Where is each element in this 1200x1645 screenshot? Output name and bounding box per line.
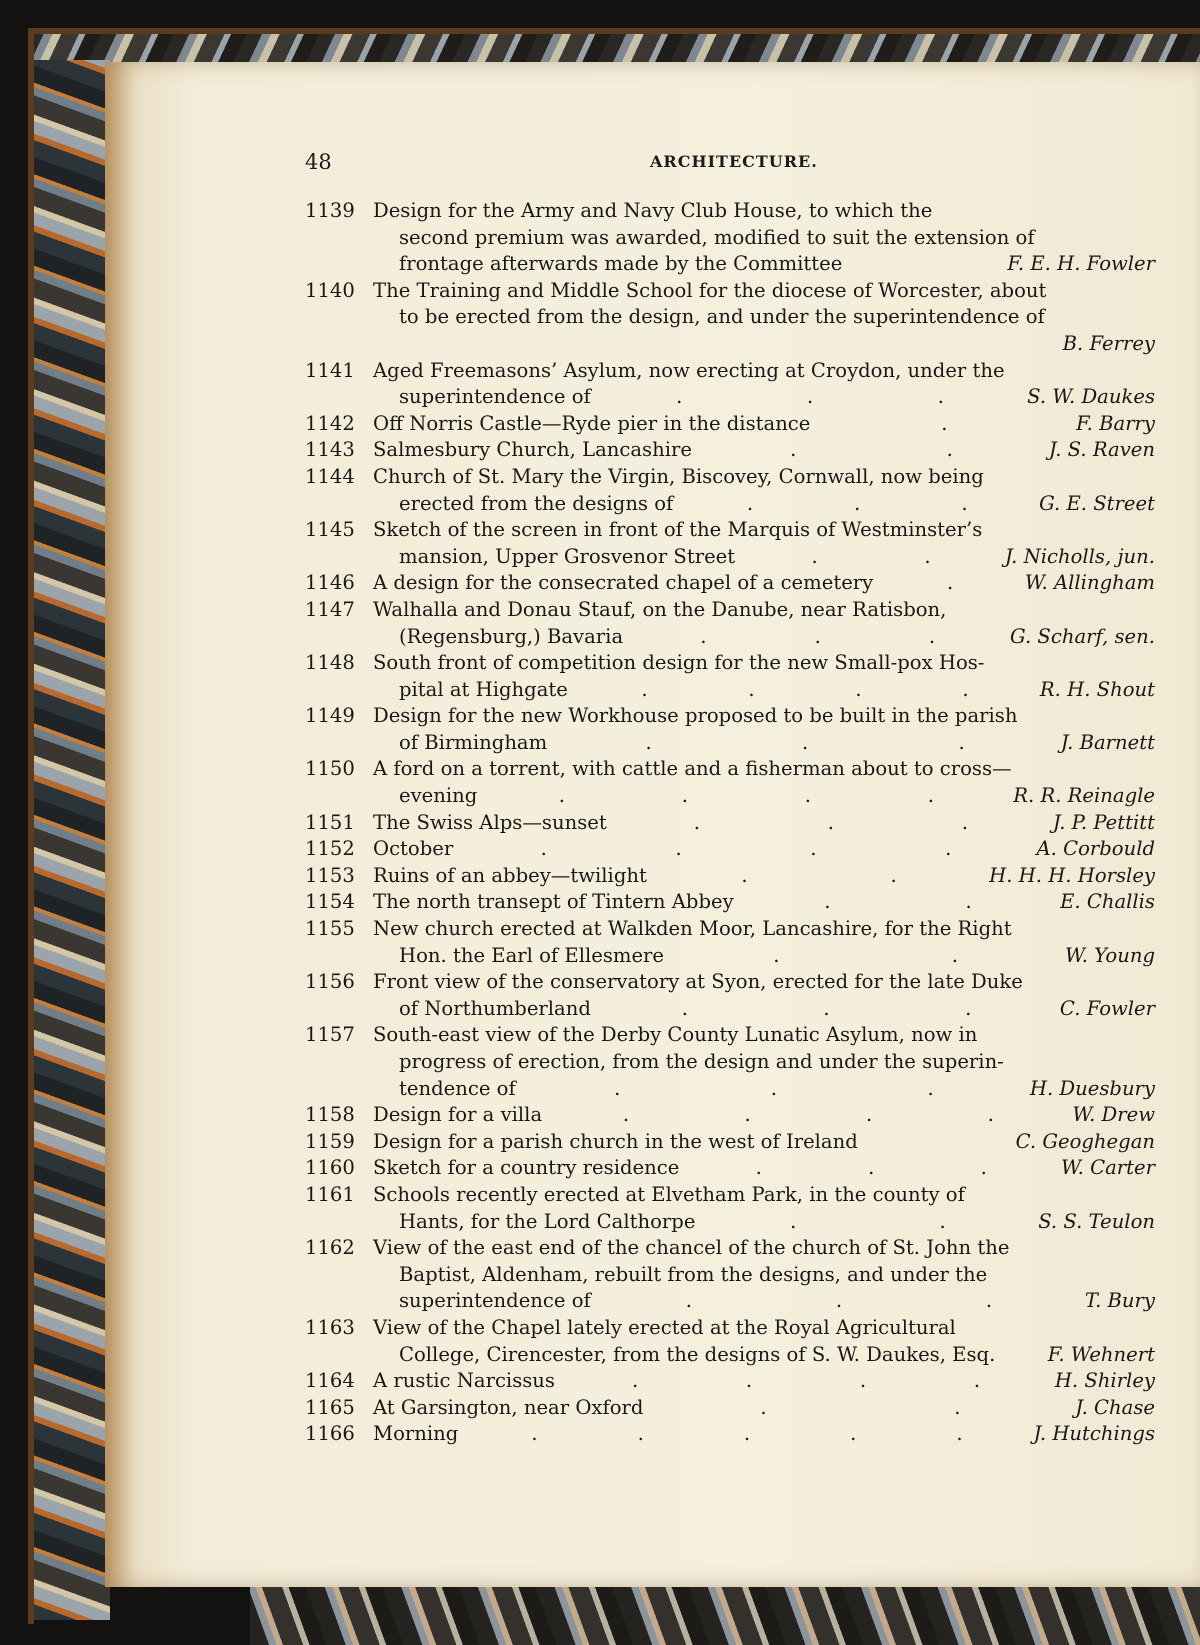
leader-dot: . (823, 996, 830, 1020)
leader-dot: . (637, 1422, 644, 1446)
entry-number: 1151 (305, 810, 355, 834)
leader-dot: . (681, 996, 688, 1020)
entry-text-line: The north transept of Tintern Abbey (373, 890, 734, 914)
artist-name: W. Drew (1072, 1103, 1155, 1127)
entry-description (373, 1022, 1155, 1102)
entry-text-line: Hon. the Earl of Ellesmere (399, 943, 665, 967)
entry-last-line (373, 1288, 1155, 1315)
dot-leader (873, 570, 1025, 597)
dot-leader (695, 1209, 1038, 1236)
entry-last-line (373, 1076, 1155, 1103)
entry-description (373, 517, 1155, 570)
dot-leader (858, 1129, 1016, 1156)
artist-name: G. E. Street (1039, 491, 1155, 515)
entry-last-line (373, 570, 1155, 597)
leader-dot: . (641, 677, 648, 701)
artist-name: J. S. Raven (1048, 438, 1155, 462)
entry-text-line: South front of competition design for the new Small-pox Hos- (373, 651, 985, 675)
entry-last-line (373, 996, 1155, 1023)
catalogue-entry (305, 756, 1155, 809)
artist-name: R. R. Reinagle (1013, 784, 1155, 808)
entry-text-line: The Swiss Alps—sunset (373, 810, 607, 834)
artist-name: R. H. Shout (1039, 677, 1155, 701)
entry-description (373, 278, 1155, 358)
entry-number: 1155 (305, 917, 355, 941)
leader-dot: . (961, 810, 969, 834)
leader-dot: . (985, 1289, 993, 1313)
leader-dot: . (855, 677, 862, 701)
artist-name: H. Shirley (1054, 1369, 1155, 1393)
catalogue-entry (305, 863, 1155, 890)
catalogue-entry (305, 836, 1155, 863)
entry-number: 1159 (305, 1129, 355, 1153)
entry-description (373, 916, 1155, 969)
catalogue-entry (305, 358, 1155, 411)
leader-dot: . (802, 730, 809, 754)
entry-number: 1164 (305, 1369, 355, 1393)
entry-text-line: View of the east end of the chancel of the church of St. John the (373, 1236, 1010, 1260)
leader-dot: . (824, 890, 831, 914)
dot-leader (547, 730, 1061, 757)
entry-description (373, 1155, 1155, 1182)
catalogue-entries (305, 198, 1155, 1448)
entry-text-line: of Birmingham (399, 730, 548, 754)
page-title: ARCHITECTURE. (650, 152, 818, 171)
entry-description (373, 863, 1155, 890)
entry-number: 1160 (305, 1156, 355, 1180)
catalogue-entry (305, 411, 1155, 438)
entry-last-line (373, 544, 1155, 571)
entry-number: 1150 (305, 757, 355, 781)
entry-description (373, 437, 1155, 464)
entry-last-line (373, 1342, 1155, 1369)
dot-leader (673, 491, 1039, 518)
artist-name: F. Barry (1076, 411, 1155, 435)
entry-number: 1145 (305, 518, 355, 542)
artist-name: F. E. H. Fowler (1007, 252, 1155, 276)
dot-leader (542, 1102, 1072, 1129)
catalogue-entry (305, 198, 1155, 278)
entry-text-line: A design for the consecrated chapel of a cemetery (373, 571, 874, 595)
artist-name: J. Chase (1075, 1395, 1155, 1419)
entry-description (373, 1315, 1155, 1368)
entry-last-line (373, 1209, 1155, 1236)
leader-dot: . (743, 1422, 751, 1446)
entry-last-line (373, 1395, 1155, 1422)
artist-name: B. Ferrey (1062, 331, 1155, 355)
entry-text-line: Design for a parish church in the west of Ireland (373, 1129, 858, 1153)
dot-leader (453, 836, 1036, 863)
leader-dot: . (790, 438, 797, 462)
entry-text-line: frontage afterwards made by the Committee (399, 252, 843, 276)
entry-number: 1158 (305, 1103, 355, 1127)
marbled-cover-bottom (250, 1580, 1200, 1645)
entry-last-line (373, 1421, 1155, 1448)
leader-dot: . (811, 544, 818, 568)
leader-dot: . (924, 544, 931, 568)
dot-leader (810, 411, 1076, 438)
entry-last-line (373, 730, 1155, 757)
entry-number: 1144 (305, 464, 355, 488)
entry-last-line (373, 384, 1155, 411)
entry-text-line: tendence of (399, 1076, 516, 1100)
entry-last-line (373, 943, 1155, 970)
entry-number: 1162 (305, 1236, 355, 1260)
catalogue-entry (305, 1102, 1155, 1129)
entry-description (373, 1102, 1155, 1129)
entry-text-line: Schools recently erected at Elvetham Park, in the county of (373, 1182, 965, 1206)
catalogue-entry (305, 1022, 1155, 1102)
dot-leader (692, 437, 1049, 464)
leader-dot: . (700, 624, 707, 648)
entry-last-line (373, 889, 1155, 916)
leader-dot: . (770, 1076, 778, 1100)
entry-last-line (373, 491, 1155, 518)
catalogue-entry (305, 1315, 1155, 1368)
leader-dot: . (531, 1422, 538, 1446)
leader-dot: . (748, 677, 755, 701)
leader-dot: . (760, 1395, 767, 1419)
entry-number: 1157 (305, 1023, 355, 1047)
catalogue-entry (305, 1421, 1155, 1448)
entry-text-line: Ruins of an abbey—twilight (373, 863, 647, 887)
leader-dot: . (850, 1422, 857, 1446)
entry-text-line: Front view of the conservatory at Syon, erected for the late Duke (373, 970, 1023, 994)
entry-description (373, 411, 1155, 438)
entry-text-line: October (373, 837, 454, 861)
entry-last-line (373, 1129, 1155, 1156)
entry-description (373, 1129, 1155, 1156)
entry-last-line (373, 1368, 1155, 1395)
entry-number: 1142 (305, 411, 355, 435)
entry-text-line: Off Norris Castle—Ryde pier in the distance (373, 411, 811, 435)
artist-name: E. Challis (1060, 890, 1155, 914)
entry-description (373, 703, 1155, 756)
entry-text-line: to be erected from the design, and under the superintendence of (399, 305, 1045, 329)
leader-dot: . (790, 1209, 797, 1233)
dot-leader (591, 384, 1027, 411)
leader-dot: . (676, 385, 683, 409)
leader-dot: . (973, 1369, 981, 1393)
dot-leader (477, 783, 1013, 810)
entry-description (373, 570, 1155, 597)
artist-name: W. Allingham (1024, 571, 1155, 595)
entry-last-line (373, 411, 1155, 438)
entry-text-line: second premium was awarded, modified to suit the extension of (399, 225, 1035, 249)
catalogue-entry (305, 810, 1155, 837)
entry-number: 1166 (305, 1422, 355, 1446)
leader-dot: . (965, 996, 972, 1020)
dot-leader (995, 1342, 1047, 1369)
entry-text-line: evening (399, 784, 478, 808)
dot-leader (607, 810, 1053, 837)
entry-description (373, 464, 1155, 517)
catalogue-entry (305, 1129, 1155, 1156)
dot-leader (679, 1155, 1061, 1182)
leader-dot: . (946, 438, 953, 462)
leader-dot: . (961, 491, 968, 515)
catalogue-entry (305, 464, 1155, 517)
dot-leader (458, 1421, 1033, 1448)
leader-dot: . (814, 624, 821, 648)
entry-last-line (373, 1102, 1155, 1129)
leader-dot: . (859, 1369, 867, 1393)
leader-dot: . (939, 1209, 946, 1233)
entry-number: 1147 (305, 597, 355, 621)
dot-leader (568, 677, 1040, 704)
entry-number: 1163 (305, 1315, 355, 1339)
leader-dot: . (951, 943, 958, 967)
catalogue-entry (305, 650, 1155, 703)
artist-name: H. Duesbury (1029, 1076, 1155, 1100)
entry-text-line: superintendence of (399, 1289, 591, 1313)
catalogue-entry (305, 597, 1155, 650)
catalogue-entry (305, 889, 1155, 916)
entry-last-line (373, 783, 1155, 810)
entry-text-line: (Regensburg,) Bavaria (399, 624, 624, 648)
entry-description (373, 810, 1155, 837)
dot-leader (591, 996, 1060, 1023)
catalogue-entry (305, 916, 1155, 969)
entry-description (373, 1235, 1155, 1315)
running-head (305, 150, 818, 180)
leader-dot: . (745, 1369, 753, 1393)
leader-dot: . (928, 624, 936, 648)
entry-text-line: superintendence of (399, 385, 591, 409)
leader-dot: . (937, 385, 944, 409)
dot-leader (664, 943, 1065, 970)
entry-description (373, 1182, 1155, 1235)
entry-last-line (373, 836, 1155, 863)
entry-last-line (373, 810, 1155, 837)
leader-dot: . (622, 1103, 630, 1127)
entry-number: 1140 (305, 278, 355, 302)
artist-name: C. Fowler (1059, 996, 1155, 1020)
artist-name: C. Geoghegan (1015, 1129, 1155, 1153)
leader-dot: . (755, 1156, 762, 1180)
entry-description (373, 597, 1155, 650)
leader-dot: . (614, 1076, 621, 1100)
entry-number: 1139 (305, 199, 355, 222)
entry-text-line: Salmesbury Church, Lancashire (373, 438, 692, 462)
leader-dot: . (804, 784, 811, 808)
dot-leader (623, 624, 1010, 651)
dot-leader (591, 1288, 1085, 1315)
entry-number: 1143 (305, 438, 355, 462)
entry-text-line: South-east view of the Derby County Lunatic Asylum, now in (373, 1023, 978, 1047)
leader-dot: . (927, 1076, 934, 1100)
entry-text-line: Aged Freemasons’ Asylum, now erecting at Croydon, under the (373, 358, 1005, 382)
entry-text-line: New church erected at Walkden Moor, Lancashire, for the Right (373, 917, 1012, 941)
leader-dot: . (868, 1156, 875, 1180)
entry-text-line: Church of St. Mary the Virgin, Biscovey, Cornwall, now being (373, 464, 984, 488)
marbled-cover-left (30, 60, 110, 1620)
entry-description (373, 756, 1155, 809)
artist-name: W. Carter (1060, 1156, 1155, 1180)
artist-name: G. Scharf, sen. (1010, 624, 1155, 648)
entry-description (373, 889, 1155, 916)
artist-name: F. Wehnert (1047, 1342, 1155, 1366)
entry-description (373, 836, 1155, 863)
leader-dot: . (744, 1103, 751, 1127)
entry-text-line: pital at Highgate (399, 677, 568, 701)
entry-description (373, 198, 1155, 278)
artist-name: J. P. Pettitt (1052, 810, 1155, 834)
entry-text-line: Sketch of the screen in front of the Marquis of Westminster’s (373, 518, 983, 542)
entry-text-line: of Northumberland (399, 996, 591, 1020)
dot-leader (647, 863, 989, 890)
entry-last-line (373, 437, 1155, 464)
leader-dot: . (866, 1103, 873, 1127)
entry-text-line: View of the Chapel lately erected at the Royal Agricultural (373, 1315, 956, 1339)
entry-text-line: erected from the designs of (399, 491, 674, 515)
entry-number: 1152 (305, 837, 355, 861)
artist-name: S. S. Teulon (1038, 1209, 1155, 1233)
catalogue-entry (305, 1395, 1155, 1422)
entry-text-line: At Garsington, near Oxford (373, 1395, 644, 1419)
leader-dot: . (954, 1395, 961, 1419)
leader-dot: . (827, 810, 835, 834)
artist-name: A. Corbould (1036, 837, 1155, 861)
entry-text-line: Design for the new Workhouse proposed to be built in the parish (373, 704, 1018, 728)
catalogue-entry (305, 969, 1155, 1022)
entry-text-line: Sketch for a country residence (373, 1156, 680, 1180)
leader-dot: . (693, 810, 700, 834)
catalogue-entry (305, 517, 1155, 570)
leader-dot: . (631, 1369, 639, 1393)
leader-dot: . (980, 1156, 987, 1180)
leader-dot: . (835, 1289, 843, 1313)
entry-last-line (373, 863, 1155, 890)
entry-text-line: Design for a villa (373, 1103, 543, 1127)
leader-dot: . (810, 837, 817, 861)
entry-description (373, 1421, 1155, 1448)
leader-dot: . (741, 863, 748, 887)
entry-text-line: Morning (373, 1422, 459, 1446)
dot-leader (842, 251, 1007, 278)
entry-last-line (373, 251, 1155, 278)
entry-text-line: The Training and Middle School for the diocese of Worcester, about (373, 278, 1047, 302)
entry-text-line: Hants, for the Lord Calthorpe (399, 1209, 696, 1233)
leader-dot: . (956, 1422, 963, 1446)
entry-number: 1161 (305, 1182, 355, 1206)
leader-dot: . (987, 1103, 994, 1127)
entry-description (373, 358, 1155, 411)
artist-name: T. Bury (1084, 1289, 1155, 1313)
catalogue-entry (305, 437, 1155, 464)
entry-number: 1153 (305, 863, 355, 887)
entry-text-line: College, Cirencester, from the designs of S. W. Daukes, Esq. (399, 1342, 996, 1366)
leader-dot: . (927, 784, 934, 808)
entry-number: 1156 (305, 970, 355, 994)
entry-last-line (373, 677, 1155, 704)
dot-leader (555, 1368, 1055, 1395)
entry-last-line (373, 1155, 1155, 1182)
leader-dot: . (773, 943, 780, 967)
leader-dot: . (645, 730, 652, 754)
entry-number: 1148 (305, 651, 355, 675)
artist-name: S. W. Daukes (1027, 385, 1155, 409)
artist-name: H. H. H. Horsley (989, 863, 1155, 887)
entry-text-line: mansion, Upper Grosvenor Street (399, 544, 736, 568)
leader-dot: . (558, 784, 566, 808)
leader-dot: . (941, 411, 948, 435)
leader-dot: . (854, 491, 861, 515)
leader-dot: . (945, 837, 952, 861)
entry-number: 1165 (305, 1395, 355, 1419)
leader-dot: . (746, 491, 754, 515)
dot-leader (643, 1395, 1075, 1422)
catalogue-entry (305, 570, 1155, 597)
entry-text-line: A rustic Narcissus (373, 1369, 555, 1393)
entry-text-line: Baptist, Aldenham, rebuilt from the designs, and under the (399, 1262, 988, 1286)
artist-name: W. Young (1065, 943, 1155, 967)
catalogue-entry (305, 1235, 1155, 1315)
dot-leader (735, 544, 1005, 571)
entry-text-line: A ford on a torrent, with cattle and a fisherman about to cross— (373, 757, 1012, 781)
leader-dot: . (675, 837, 682, 861)
entry-description (373, 1368, 1155, 1395)
entry-number: 1146 (305, 571, 355, 595)
page-number: 48 (305, 150, 332, 174)
catalogue-entry (305, 1182, 1155, 1235)
artist-name: J. Barnett (1060, 730, 1155, 754)
entry-last-line (373, 624, 1155, 651)
catalogue-entry (305, 703, 1155, 756)
leader-dot: . (890, 863, 897, 887)
entry-description (373, 650, 1155, 703)
leader-dot: . (685, 1289, 693, 1313)
entry-description (373, 1395, 1155, 1422)
dot-leader (734, 889, 1060, 916)
leader-dot: . (947, 571, 954, 595)
leader-dot: . (962, 677, 969, 701)
leader-dot: . (681, 784, 689, 808)
catalogue-entry (305, 1155, 1155, 1182)
leader-dot: . (965, 890, 972, 914)
leader-dot: . (958, 730, 965, 754)
entry-text-line: Design for the Army and Navy Club House, to which the (373, 199, 933, 222)
artist-name: J. Nicholls, jun. (1004, 544, 1155, 568)
leader-dot: . (806, 385, 814, 409)
artist-name: J. Hutchings (1033, 1422, 1155, 1446)
leader-dot: . (540, 837, 547, 861)
entry-text-line: Walhalla and Donau Stauf, on the Danube, near Ratisbon, (373, 597, 947, 621)
dot-leader (516, 1076, 1030, 1103)
entry-text-line: progress of erection, from the design and under the superin- (399, 1050, 1004, 1073)
entry-number: 1141 (305, 358, 355, 382)
catalogue-entry (305, 1368, 1155, 1395)
entry-number: 1149 (305, 704, 355, 728)
entry-description (373, 969, 1155, 1022)
entry-number: 1154 (305, 890, 355, 914)
catalogue-entry (305, 278, 1155, 358)
